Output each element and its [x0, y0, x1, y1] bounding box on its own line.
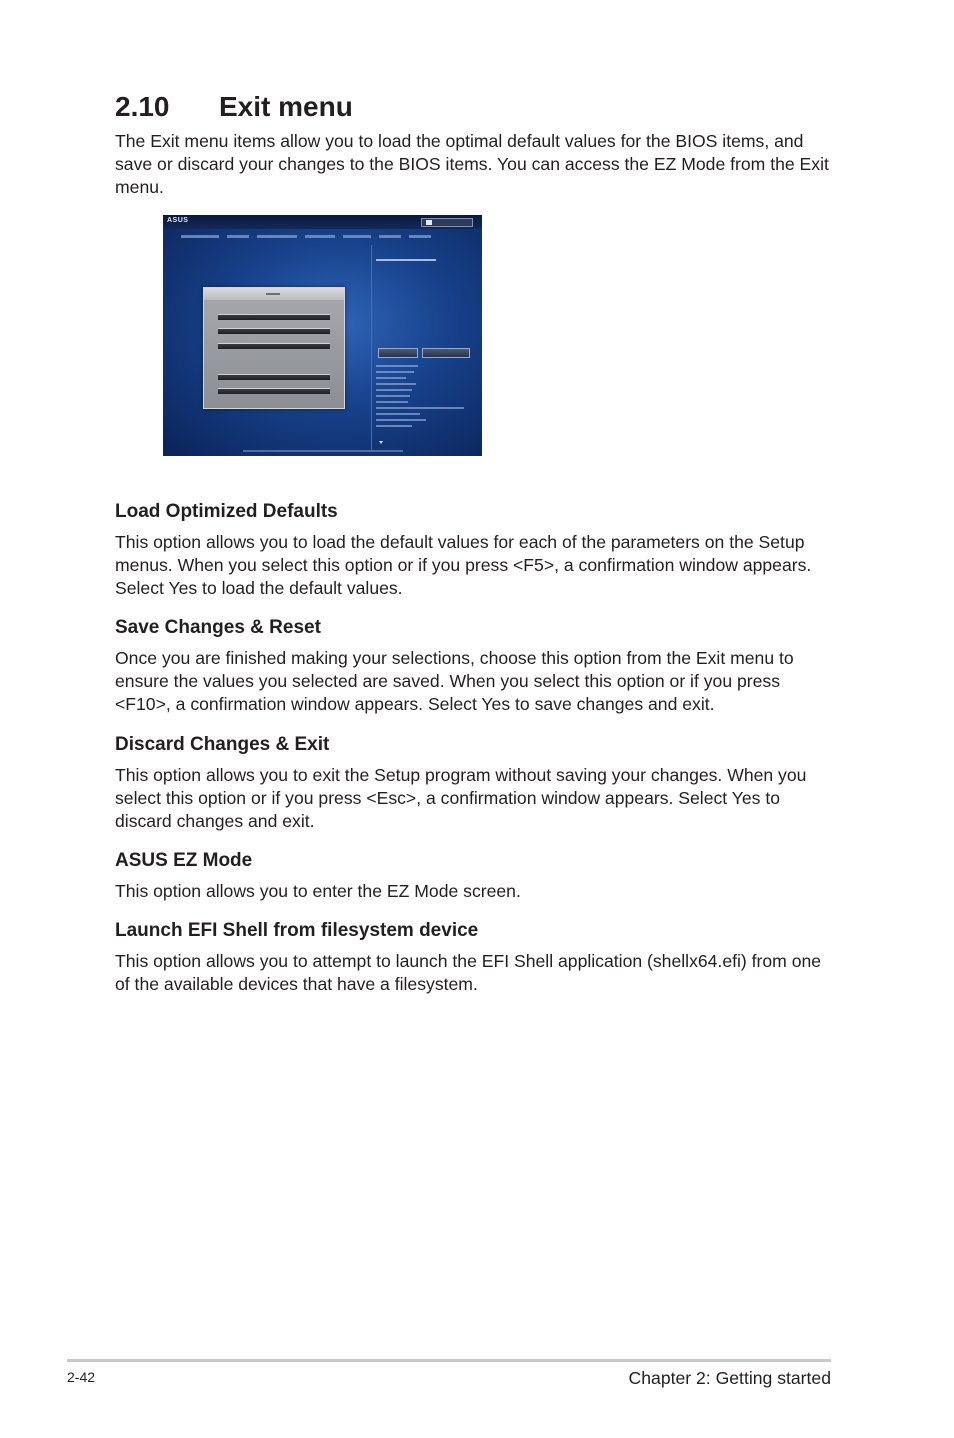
paragraph-asus-ez-mode: This option allows you to enter the EZ Mode screen.	[115, 881, 521, 901]
bios-option-ez-mode	[218, 374, 330, 380]
heading-discard-changes-exit: Discard Changes & Exit	[115, 734, 330, 755]
bios-panel-divider	[371, 245, 372, 450]
heading-save-changes-reset: Save Changes & Reset	[115, 617, 321, 638]
heading-asus-ez-mode: ASUS EZ Mode	[115, 850, 253, 871]
section-title-text: Exit menu	[219, 91, 353, 122]
bios-quick-note-button	[378, 348, 418, 358]
asus-logo: ASUS	[167, 217, 189, 224]
footer-rule	[67, 1359, 831, 1362]
heading-load-optimized-defaults: Load Optimized Defaults	[115, 501, 338, 522]
bios-option-efi-shell	[218, 388, 330, 394]
section-title	[115, 90, 353, 124]
scroll-down-icon	[379, 441, 383, 444]
intro-paragraph: The Exit menu items allow you to load the optimal default values for the BIOS items, and save or discard your changes to the BIOS items. You can access the EZ Mode from the Exit menu.	[115, 131, 829, 197]
heading-launch-efi-shell: Launch EFI Shell from filesystem device	[115, 920, 479, 941]
paragraph-save-changes-reset: Once you are finished making your selections, choose this option from the Exit menu to ensure the values you selected are saved. When you select this option or if you press <F10>, a confirmation window appears. Select Yes to save changes and exit.	[115, 648, 794, 714]
bios-tab-bar	[163, 232, 482, 242]
bios-top-bar	[163, 215, 482, 229]
bios-option-discard-exit	[218, 343, 330, 349]
bios-option-save-reset	[218, 328, 330, 334]
bios-option-load-defaults	[218, 314, 330, 320]
bios-exit-menu-screenshot	[163, 215, 482, 456]
page-number: 2-42	[67, 1369, 96, 1385]
bios-footer-version	[243, 450, 403, 452]
paragraph-launch-efi-shell: This option allows you to attempt to launch the EFI Shell application (shellx64.efi) from one of the available devices that have a filesystem.	[115, 951, 822, 994]
chapter-title: Chapter 2: Getting started	[628, 1368, 831, 1388]
bios-exit-dialog	[203, 287, 345, 409]
bios-help-title	[376, 259, 436, 261]
bios-last-modified-button	[422, 348, 470, 358]
paragraph-load-optimized-defaults: This option allows you to load the default values for each of the parameters on the Setup menus. When you select this option or if you press <F5>, a confirmation window appears. Select Yes to load the default values.	[115, 532, 812, 598]
section-number: 2.10	[115, 91, 170, 122]
bios-mode-toggle	[421, 218, 473, 227]
paragraph-discard-changes-exit: This option allows you to exit the Setup program without saving your changes. When you select this option or if you press <Esc>, a confirmation window appears. Select Yes to discard changes and exit.	[115, 765, 807, 831]
